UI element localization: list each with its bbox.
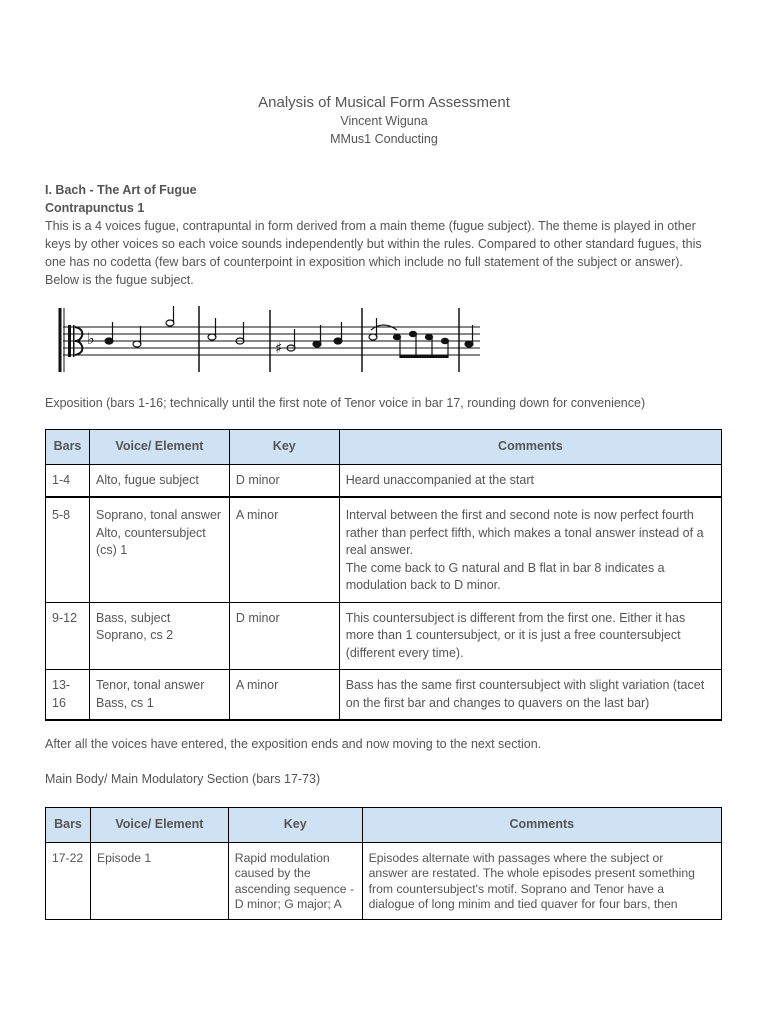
voice-line: Soprano, tonal answer — [95, 508, 222, 522]
staff-lines — [63, 327, 480, 355]
fugue-subject-score-image — [55, 304, 485, 376]
comment-line: Episodes alternate with passages where the subject or — [368, 850, 664, 865]
section-subheading: Contrapunctus 1 — [45, 201, 145, 215]
voice-line: Alto, fugue subject — [95, 472, 199, 487]
main-body-table — [45, 807, 722, 920]
key-line: Rapid modulation — [234, 850, 330, 865]
voice-cell — [90, 842, 228, 919]
author-name: Vincent Wiguna — [340, 114, 428, 128]
document-title: Analysis of Musical Form Assessment — [258, 94, 510, 111]
voice-cell — [89, 464, 229, 497]
table-header-row — [46, 808, 722, 843]
comment-line: modulation back to D minor. — [345, 578, 501, 592]
voice-line: Alto, countersubject — [95, 525, 206, 540]
document-header — [0, 94, 768, 148]
voice-line: (cs) 1 — [95, 543, 128, 557]
comments-cell — [339, 497, 721, 602]
table-row — [46, 842, 722, 919]
exposition-label: Exposition (bars 1-16; technically until the first note of Tenor voice in bar 17, rounding down for convenience) — [45, 396, 646, 410]
bars-cell: 1-4 — [46, 464, 90, 497]
comments-cell — [339, 464, 721, 497]
column-header: Comments — [362, 808, 721, 843]
voice-line: Bass, cs 1 — [95, 695, 154, 710]
intro-line: Below is the fugue subject. — [45, 273, 194, 287]
notes — [105, 306, 473, 358]
key-cell: D minor — [229, 464, 339, 497]
section-intro — [45, 181, 725, 289]
key-cell: A minor — [229, 670, 339, 721]
comment-line: from countersubject's motif. Soprano and Tenor have a — [368, 881, 665, 896]
column-header: Bars — [46, 808, 91, 843]
comment-line: dialogue of long minim and tied quaver for four bars, then — [368, 897, 678, 911]
voice-cell — [89, 670, 229, 721]
key-line: caused by the — [234, 866, 311, 880]
intro-line: This is a 4 voices fugue, contrapuntal in form derived from a main theme (fugue subject). The theme is played in other — [45, 219, 696, 233]
comments-cell — [339, 602, 721, 670]
bars-cell: 13-16 — [46, 670, 90, 721]
flat-sign: ♭ — [87, 329, 95, 348]
svg-text:♯: ♯ — [275, 339, 283, 357]
bars-cell: 9-12 — [46, 602, 90, 670]
intro-line: one has no codetta (few bars of counterpoint in exposition which include no full statement of the subject or answer). — [45, 255, 683, 269]
section-heading: I. Bach - The Art of Fugue — [45, 183, 197, 197]
main-body-label: Main Body/ Main Modulatory Section (bars 17-73) — [45, 772, 321, 786]
comments-cell — [339, 670, 721, 721]
column-header: Bars — [46, 430, 90, 465]
comment-line: rather than perfect fifth, which makes a tonal answer instead of a — [345, 525, 704, 540]
comment-line: on the first bar and changes to quavers on the last bar) — [345, 695, 650, 710]
comment-line: This countersubject is different from the first one. Either it has — [345, 610, 686, 625]
key-cell: A minor — [229, 497, 339, 602]
table-header-row — [46, 430, 722, 465]
table-row — [46, 464, 722, 497]
comment-line: Heard unaccompanied at the start — [345, 472, 534, 487]
exposition-table — [45, 429, 722, 721]
comment-line: The come back to G natural and B flat in bar 8 indicates a — [345, 560, 665, 575]
table-row — [46, 670, 722, 721]
voice-line: Soprano, cs 2 — [95, 628, 174, 642]
intro-line: keys by other voices so each voice sounds independently but within the rules. Compared to other standard fugues, this — [45, 237, 702, 251]
comment-line: (different every time). — [345, 645, 464, 660]
table-row — [46, 602, 722, 670]
voice-cell — [89, 602, 229, 670]
after-exposition-text: After all the voices have entered, the exposition ends and now moving to the next section. — [45, 737, 542, 751]
voice-line: Bass, subject — [95, 610, 171, 625]
voice-line: Episode 1 — [96, 850, 152, 865]
key-cell — [228, 842, 362, 919]
column-header: Voice/ Element — [90, 808, 228, 843]
course-name: MMus1 Conducting — [330, 132, 438, 146]
column-header: Key — [229, 430, 339, 465]
voice-cell — [89, 497, 229, 602]
comment-line: Interval between the first and second note is now perfect fourth — [345, 508, 694, 522]
comment-line: more than 1 countersubject, or it is just a free countersubject — [345, 628, 681, 642]
column-header: Voice/ Element — [89, 430, 229, 465]
bars-cell: 17-22 — [46, 842, 91, 919]
comment-line: Bass has the same first countersubject with slight variation (tacet — [345, 678, 705, 692]
key-line: D minor; G major; A — [234, 897, 342, 911]
key-line: ascending sequence - — [234, 881, 355, 896]
key-cell: D minor — [229, 602, 339, 670]
column-header: Key — [228, 808, 362, 843]
column-header: Comments — [339, 430, 721, 465]
comment-line: answer are restated. The whole episodes present something — [368, 866, 695, 880]
bars-cell: 5-8 — [46, 497, 90, 602]
table-row — [46, 497, 722, 602]
voice-line: Tenor, tonal answer — [95, 678, 205, 692]
comments-cell — [362, 842, 721, 919]
comment-line: real answer. — [345, 543, 414, 557]
